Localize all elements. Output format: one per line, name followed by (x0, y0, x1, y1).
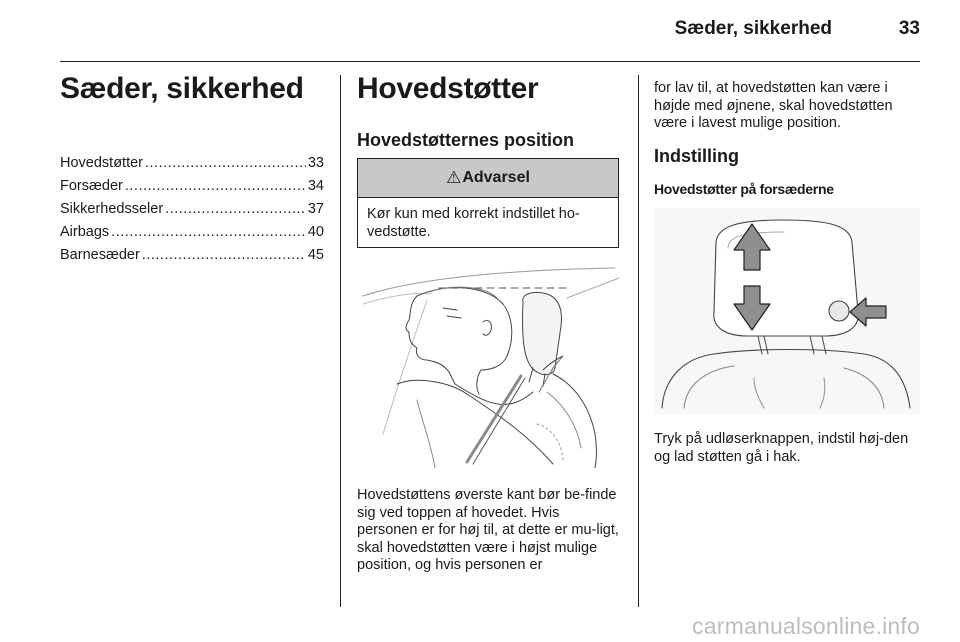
toc-leader-dots (145, 152, 306, 175)
chapter-title: Sæder, sikkerhed (60, 72, 304, 105)
column-divider-left (340, 75, 341, 607)
headrest-position-illustration (357, 264, 621, 468)
adjustment-heading: Indstilling (654, 146, 739, 166)
watermark: carmanualsonline.info (692, 613, 920, 639)
header-rule (60, 61, 920, 62)
toc-entry-page: 37 (307, 201, 324, 217)
toc-entry[interactable] (60, 152, 324, 175)
warning-heading: Advarsel (462, 169, 530, 186)
toc-entry-label: Hovedstøtter (60, 155, 143, 171)
subsection-title: Hovedstøtternes position (357, 130, 575, 150)
toc-entry-page: 33 (307, 155, 324, 171)
headrest-position-paragraph: Hovedstøttens øverste kant bør be-finde sig ved toppen af hovedet. Hvis personen er for høj til, at dette er mu-ligt, skal hovedstøtten være i højst mulige position, og hvis personen er (357, 487, 619, 573)
toc-leader-dots (165, 198, 306, 221)
chapter-toc (60, 152, 324, 267)
warning-box (357, 158, 619, 248)
headrest-adjustment-paragraph: Tryk på udløserknappen, indstil høj-den og lad støtten gå i hak. (654, 431, 909, 465)
toc-entry[interactable] (60, 221, 324, 244)
toc-leader-dots (142, 244, 306, 267)
running-header-title: Sæder, sikkerhed (674, 18, 832, 39)
toc-entry[interactable] (60, 175, 324, 198)
column-divider-right (638, 75, 639, 607)
page-number: 33 (898, 18, 920, 39)
headrest-position-paragraph-continued: for lav til, at hovedstøtten kan være i højde med øjnene, skal hovedstøtten være i lavest mulige position. (654, 80, 893, 131)
toc-entry-label: Barnesæder (60, 247, 140, 263)
toc-leader-dots (125, 175, 306, 198)
headrest-adjustment-illustration (654, 208, 920, 414)
toc-leader-dots (111, 221, 306, 244)
front-headrest-subheading: Hovedstøtter på forsæderne (654, 181, 834, 197)
warning-header (358, 159, 618, 198)
warning-text: Kør kun med korrekt indstillet ho-vedstøtte. (367, 206, 580, 240)
toc-entry-label: Airbags (60, 224, 110, 240)
toc-entry-label: Sikkerhedsseler (60, 201, 164, 217)
toc-entry[interactable] (60, 244, 324, 267)
toc-entry-page: 45 (307, 247, 324, 263)
toc-entry[interactable] (60, 198, 324, 221)
warning-triangle-icon: ⚠ (446, 168, 462, 187)
toc-entry-page: 34 (307, 178, 324, 194)
toc-entry-page: 40 (307, 224, 324, 240)
section-title: Hovedstøtter (357, 72, 539, 105)
toc-entry-label: Forsæder (60, 178, 123, 194)
